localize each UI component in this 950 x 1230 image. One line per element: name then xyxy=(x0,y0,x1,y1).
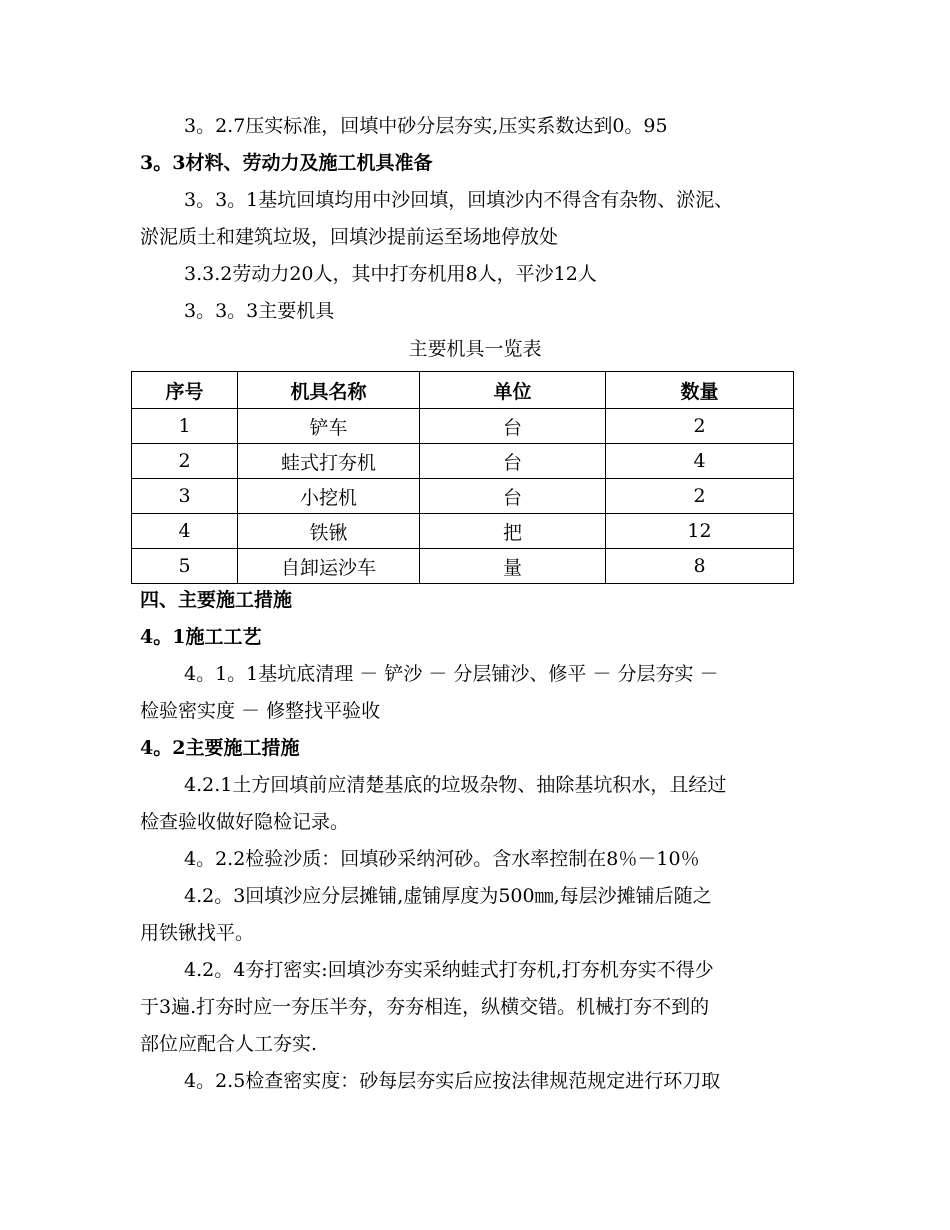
table-row xyxy=(132,549,794,584)
equipment-table xyxy=(131,371,794,584)
cell-serial: 3 xyxy=(132,479,238,514)
section-heading-3-3: 3。3材料、劳动力及施工机具准备 xyxy=(140,152,433,174)
clause-3-3-1-line1: 3。3。1基坑回填均用中沙回填，回填沙内不得含有杂物、淤泥、 xyxy=(184,189,734,211)
chapter-heading-4: 四、主要施工措施 xyxy=(140,589,293,611)
cell-unit: 把 xyxy=(420,514,606,549)
table-row xyxy=(132,444,794,479)
header-equipment-name: 机具名称 xyxy=(238,372,420,409)
clause-4-2-1-line2: 检查验收做好隐检记录。 xyxy=(140,811,350,833)
clause-3-3-2: 3.3.2劳动力20人，其中打夯机用8人，平沙12人 xyxy=(184,263,597,285)
clause-4-2-3-line1: 4.2。3回填沙应分层摊铺,虚铺厚度为500㎜,每层沙摊铺后随之 xyxy=(184,885,712,907)
cell-name: 自卸运沙车 xyxy=(238,549,420,584)
cell-unit: 量 xyxy=(420,549,606,584)
header-unit: 单位 xyxy=(420,372,606,409)
cell-serial: 2 xyxy=(132,444,238,479)
clause-4-1-1-line1: 4。1。1基坑底清理 － 铲沙 － 分层铺沙、修平 － 分层夯实 － xyxy=(184,663,719,685)
cell-unit: 台 xyxy=(420,444,606,479)
clause-4-2-4-line2: 于3遍.打夯时应一夯压半夯，夯夯相连，纵横交错。机械打夯不到的 xyxy=(140,996,710,1018)
cell-serial: 4 xyxy=(132,514,238,549)
clause-4-2-3-line2: 用铁锹找平。 xyxy=(140,922,255,944)
clause-4-2-5: 4。2.5检查密实度：砂每层夯实后应按法律规范规定进行环刀取 xyxy=(184,1070,721,1092)
cell-name: 蛙式打夯机 xyxy=(238,444,420,479)
clause-4-2-4-line3: 部位应配合人工夯实. xyxy=(140,1033,318,1055)
table-row xyxy=(132,409,794,444)
clause-4-2-4-line1: 4.2。4夯打密实:回填沙夯实采纳蛙式打夯机,打夯机夯实不得少 xyxy=(184,959,714,981)
cell-unit: 台 xyxy=(420,479,606,514)
clause-3-3-3: 3。3。3主要机具 xyxy=(184,300,335,322)
table-caption: 主要机具一览表 xyxy=(408,338,542,360)
table-row xyxy=(132,514,794,549)
table-row xyxy=(132,479,794,514)
cell-name: 铁锹 xyxy=(238,514,420,549)
cell-name: 铲车 xyxy=(238,409,420,444)
clause-4-2-2: 4。2.2检验沙质：回填砂采纳河砂。含水率控制在8％－10％ xyxy=(184,848,700,870)
cell-unit: 台 xyxy=(420,409,606,444)
clause-4-2-1-line1: 4.2.1土方回填前应清楚基底的垃圾杂物、抽除基坑积水，且经过 xyxy=(184,774,727,796)
clause-4-1-1-line2: 检验密实度 － 修整找平验收 xyxy=(140,700,381,722)
header-serial-number: 序号 xyxy=(132,372,238,409)
cell-quantity: 12 xyxy=(606,514,794,549)
cell-serial: 1 xyxy=(132,409,238,444)
header-quantity: 数量 xyxy=(606,372,794,409)
clause-3-3-1-line2: 淤泥质土和建筑垃圾，回填沙提前运至场地停放处 xyxy=(140,226,559,248)
cell-quantity: 8 xyxy=(606,549,794,584)
section-heading-4-2: 4。2主要施工措施 xyxy=(140,737,300,759)
cell-name: 小挖机 xyxy=(238,479,420,514)
cell-quantity: 2 xyxy=(606,409,794,444)
clause-3-2-7: 3。2.7压实标准，回填中砂分层夯实,压实系数达到0。95 xyxy=(184,115,668,137)
cell-serial: 5 xyxy=(132,549,238,584)
table-header-row xyxy=(132,372,794,409)
cell-quantity: 4 xyxy=(606,444,794,479)
section-heading-4-1: 4。1施工工艺 xyxy=(140,626,262,648)
cell-quantity: 2 xyxy=(606,479,794,514)
